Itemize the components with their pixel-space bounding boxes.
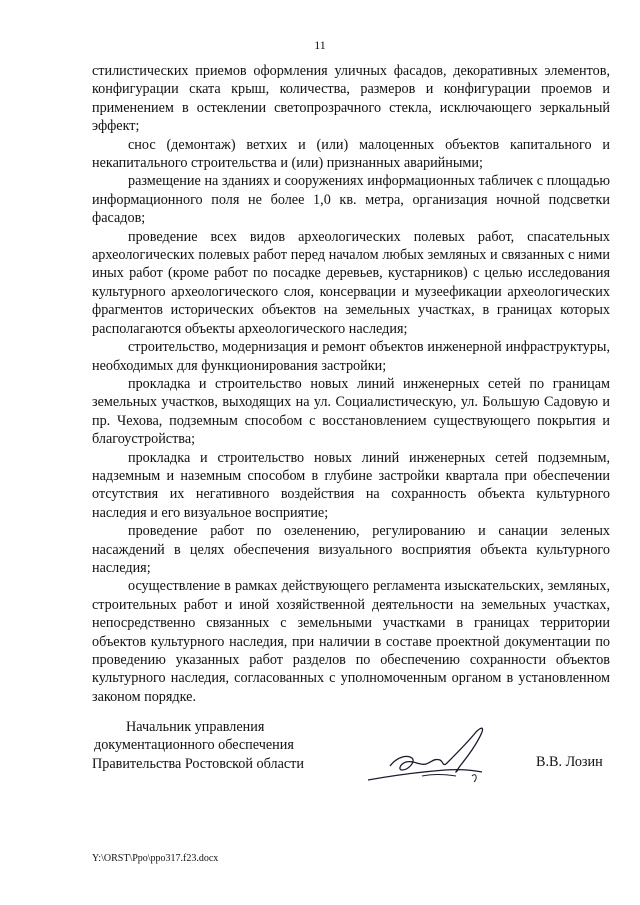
paragraph-facade-styling: стилистических приемов оформления уличных фасадов, декоративных элементов, конфигурации ската крыш, количества, размеров и конфигурации проемов и применением в остеклении светопрозрачного стекла, исключающего зеркальный эффект;: [92, 63, 610, 135]
paragraph-survey-works: осуществление в рамках действующего регламента изыскательских, земляных, строительных работ и иной хозяйственной деятельности на земельных участках, непосредственно связанных с земельными участками в границах территории объектов культурного наследия, при наличии в составе проектной документации по проведению указанных работ разделов по обеспечению сохранности объектов культурного наследия, согласованных с уполномоченным органом в установленном законом порядке.: [92, 578, 610, 705]
handwritten-signature-icon: [360, 720, 510, 796]
footer-file-path: Y:\ORST\Ppo\ppo317.f23.docx: [92, 853, 219, 864]
paragraph-new-networks-block: прокладка и строительство новых линий инженерных сетей подземным, надземным и наземным способом в глубине застройки квартала при обеспечении отсутствия их негативного воздействия на сохранность объекта культурного наследия и его визуальное восприятие;: [92, 449, 610, 521]
document-body: [92, 62, 610, 706]
paragraph-demolition: снос (демонтаж) ветхих и (или) малоценных объектов капитального и некапитального строительства и (или) признанных аварийными;: [92, 136, 610, 172]
paragraph-new-networks-borders: прокладка и строительство новых линий инженерных сетей по границам земельных участков, выходящих на ул. Социалистическую, ул. Большую Садовую и пр. Чехова, подземным способом с восстановлением существующего покрытия и благоустройства;: [92, 375, 610, 448]
page-number: 11: [314, 38, 326, 52]
paragraph-greenery: проведение работ по озеленению, регулированию и санации зеленых насаждений в целях обеспечения визуального восприятия объекта культурного наследия;: [92, 523, 610, 576]
signature-block: [92, 718, 622, 798]
paragraph-info-signs: размещение на зданиях и сооружениях информационных табличек с площадью информационного поля не более 1,0 кв. метра, организация ночной подсветки фасадов;: [92, 173, 610, 227]
signatory-title-line-1: Начальник управления: [126, 719, 265, 735]
paragraph-infrastructure: строительство, модернизация и ремонт объектов инженерной инфраструктуры, необходимых для функционирования застройки;: [92, 339, 610, 374]
paragraph-archaeology: проведение всех видов археологических полевых работ, спасательных археологических полевых работ перед началом любых земляных и связанных с ними иных работ (кроме работ по посадке деревьев, кустарников) с целью исследования культурного археологического слоя, консервации и музеефикации археологических фрагментов исторических объектов на земельных участках, в границах которых располагаются объекты археологического наследия;: [92, 228, 610, 337]
signatory-name: В.В. Лозин: [536, 754, 603, 770]
signatory-title-line-3: Правительства Ростовской области: [92, 755, 304, 772]
signatory-title-line-2: документационного обеспечения: [94, 737, 294, 754]
